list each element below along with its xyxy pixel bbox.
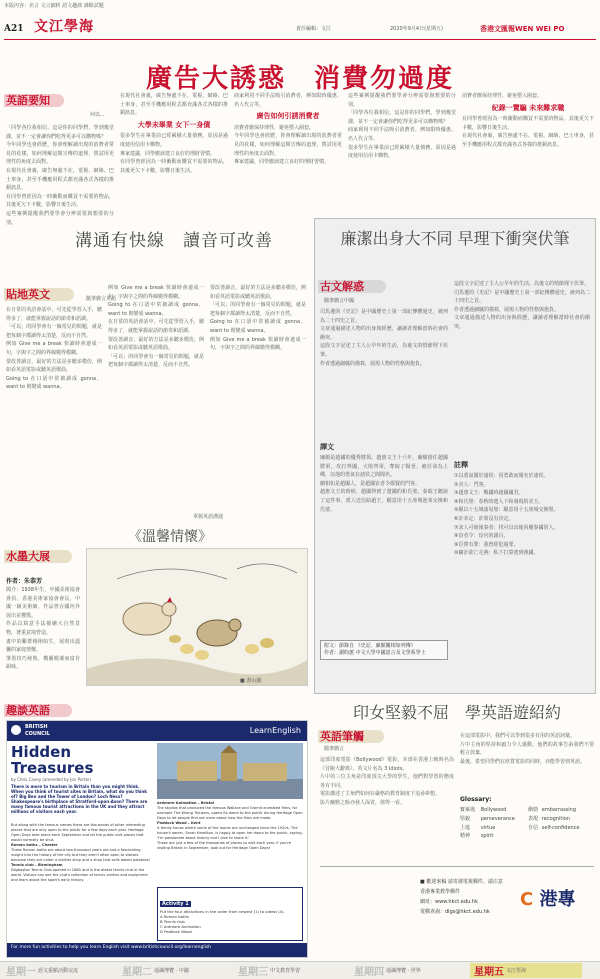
hkct-box: [320, 866, 594, 954]
paper-name: 香港文匯報WEN WEI PO: [480, 25, 565, 33]
translation-label: 譯文: [320, 443, 334, 451]
ink-title: 《溫馨情懷》: [128, 529, 212, 545]
sayings-column-head: [4, 286, 84, 302]
sayings-col-2: 例如 Give me a break 快讀時會連成一句，字與字之間的界線變得模糊。 Going to 在口語中常被讀成 gonna，want to 則變成 wanna。 在日常的英語會話中，可先從學習入手，聽得多了，就能掌握說話的節奏和語調。 要改善讀音，最好的方法是多聽多模仿，例如看英語電影或聽英語歌曲。 「可以」的同學會有一個常見的問題，就是把每個字都讀得太清楚，反而不自然。: [108, 285, 204, 369]
bc-logo-bottom: COUNCIL: [25, 731, 50, 737]
lead-byline: 何以...: [90, 112, 105, 118]
bc-body-left: But along with the famous names there are thousands of other interesting places that are only open to the public for a few days each year. Heritage Open Days take place each September and let the public visit places that would normally be shut. Roman baths – Chester These Roman baths are about two thousand years old and a fascinating insight into the history of the city but they aren't often open to visitors because they are under a clothes shop and a shop that sells baked potatoes! Tennis club – Birmingham Edgbaston Tennis Club opened in 1860 and is the oldest tennis club in the world. Visitors can see the club's collection of tennis clothes and equipment and learn about the sport's early history.: [11, 823, 151, 882]
footer-bar: [0, 961, 600, 979]
glossary-row: 上進 virtue 自信 self-confidence: [460, 824, 580, 831]
bc-body-right: Ardmore Animation – Bristol The studios that produced the famous Wallace and Gromit animated films, for example The Wrong Trousers, opens its doors to the public during Heritage Open Days to let people find out more about how the films are made. Paddock Wood – Kent A family house where some of the rooms are unchanged since the 1920s. The house's owner, Sarah Hamilton, is happy to open her doors to the public, saying, 'I'm passionate about history and I love to share it.' These are just a few of the thousands of places to visit each year. If you're visiting Britain in September, look out for Heritage Open Days!: [157, 801, 303, 850]
masthead: [4, 14, 596, 40]
footer-day-mon[interactable]: 星期一 語文重點活動交流: [6, 967, 79, 978]
englishpen-column-head: [318, 728, 398, 744]
lead-column-title: 英語要知: [6, 94, 50, 107]
notes-label: 註釋: [454, 461, 468, 469]
lead-col-5: 消費者應保持理性，避免墮入圈套。 紀錄一覽騙 未來難求職 有同學曾經因為一時衝動而購買不需要的物品，其後更欠下卡數，影響日後生活。 在現代社會裏，廣告無處不在，電視、網絡、巴士車身，甚至手機應用程式都充滿各式各樣的推銷訊息。: [462, 93, 594, 148]
building-photo-image: [157, 743, 303, 799]
lead-col-3: 商家利用不同手法吸引消費者，例如限時優惠、名人代言等。 廣告如何引誘消費者 消費者應保持理性，避免墮入圈套。 今年同學也會經歷，你會理解讀出現的消費者常見的花樣，如何理解這類宣傳的道理，嘗試用更理性的角度去面對。 專家建議，同學應該建立良好的理財習慣。: [234, 93, 342, 166]
editor-credit: 責任編輯：文江: [296, 26, 332, 32]
lead-col-4: 這些案例提醒我們要學會分辨需要與想要的分別。 「同學各位我相信，這是你的同學們，學到幾堂課，並不一定會讓你們吃得更多可以購物嗎？ 商家利用不同手法吸引消費者，例如限時優惠、名人代言等。 很多學生在畢業前已經累積大量債務，原因是過度使用信用卡購物。: [348, 93, 456, 160]
bc-panel: [6, 720, 308, 958]
englishpen-column-title: 英語筆觸: [320, 730, 364, 743]
classics-appendix: 附文：節錄自 《史記．廉頗藺相如列傳》 作者：謝昀蕙 中文大學中國語言及文學系學士: [320, 640, 448, 660]
lead-col-2: 在現代社會裏，廣告無處不在，電視、網絡、巴士車身，甚至手機應用程式都充滿各式各樣的推銷訊息。 大學未畢業 女下一身債 很多學生在畢業前已經累積大量債務，原因是過度使用信用卡購物。 專家建議，同學應該建立良好的理財習慣。 有同學曾經因為一時衝動而購買不需要的物品，其後更欠下卡數，影響日後生活。: [120, 93, 228, 174]
bc-more-link[interactable]: For more fun activities to help you learn English visit www.britishcouncil.org/learnenglish: [7, 943, 308, 958]
hkct-contact-3[interactable]: 網址：www.hkct.edu.hk: [420, 899, 478, 905]
footer-day-fri[interactable]: 星期五 文江學海: [470, 963, 582, 978]
classics-column-title: 古文解惑: [320, 280, 364, 293]
hkct-contact-1: ■ 歡迎來稿 請寄港電視郵件，請注意: [420, 879, 503, 885]
ink-caption: ■ 書山圖: [240, 678, 262, 684]
sayings-byline: 隨筆戲言英語: [86, 296, 117, 302]
issue-date: 2020年9月4日(星期五): [390, 26, 443, 32]
bc-logo-top: BRITISH: [25, 724, 48, 730]
ink-painting: [86, 548, 308, 686]
glossary-row: 精神 spirit: [460, 833, 494, 840]
bc-intro: There is more to tourism in Britain than you might think. When you think of tourist sites in Britain, what do you think of? Big Ben and the Tower of London? Loch Ness? Shakespeare's birthplace at Stratford-upon-Avon? There are many famous tourist attractions in the UK and they attract millions of visitors each year.: [11, 784, 148, 814]
bc-activity-item: B Tennis club: [160, 919, 185, 924]
lead-subhead-3: 紀錄一覽騙 未來難求職: [491, 103, 565, 112]
classics-byline: 隨筆戲言中國: [324, 298, 355, 304]
ink-author: 作者：朱恭芳: [6, 578, 43, 585]
lead-subhead-1: 大學未畢業 女下一身債: [137, 120, 211, 129]
bc-activity-item: C Ardmore Animation: [160, 924, 201, 929]
sayings-col-1: 在日常的英語會話中，可先從學習入手，聽得多了，就能掌握說話的節奏和語調。 「可以」的同學會有一個常見的問題，就是把每個字都讀得太清楚，反而不自然。 例如 Give me a break 快讀時會連成一句，字與字之間的界線變得模糊。 要改善讀音，最好的方法是多聽多模仿，例如看英語電影或聽英語歌曲。 Going to 在口語中常被讀成 gonna，want to 則變成 wanna。: [6, 307, 102, 391]
ink-column-title: 水墨大展: [6, 550, 50, 563]
classics-col-2: 這段文字記述了主人公早年的生活，為後文的情節埋下伏筆。 司馬遷的《史記》是中國歷史上第一部紀傳體通史，被列為二十四史之首。 作者透過細膩的描寫，展現人物的性格與抱負。 文章通過描述人物的出身與經歷，讓讀者理解當時社會的衝突。: [454, 281, 590, 330]
glossary-row: 堅毅 perseverance 表現 recognition: [460, 815, 570, 822]
bc-author: by Chris Cavey (amended by Jon Porter): [11, 777, 92, 782]
footer-day-tue[interactable]: 星期二 通識博覽 · 中國: [122, 967, 189, 978]
bc-column-head: [4, 702, 84, 718]
sayings-tag: 掌握英語溝通: [192, 514, 223, 520]
sayings-col-3: 要改善讀音，最好的方法是多聽多模仿，例如看英語電影或聽英語歌曲。 「可以」的同學會有一個常見的問題，就是把每個字都讀得太清楚，反而不自然。 Going to 在口語中常被讀成 gonna，want to 則變成 wanna。 例如 Give me a break 快讀時會連成一句，字與字之間的界線變得模糊。: [210, 285, 306, 352]
bc-column-title: 趣談英語: [6, 704, 50, 717]
englishpen-title: 印女堅毅不屈 學英語遊紹約: [352, 703, 561, 722]
classics-column-head: [318, 278, 398, 294]
englishpen-byline: 隨筆戲言: [324, 746, 345, 752]
lead-column-head: [4, 92, 74, 108]
chicken-painting-image: [87, 549, 308, 686]
classics-col-1: 司馬遷的《史記》是中國歷史上第一部紀傳體通史，被列為二十四史之首。 文章通過描述人物的出身與經歷，讓讀者理解當時社會的衝突。 這段文字記述了主人公早年的生活，為後文的情節埋下伏筆。 作者透過細膩的描寫，展現人物的性格與抱負。: [320, 309, 448, 367]
hkct-c-icon: C: [520, 889, 534, 910]
hkct-contact-2: 香港專業教學郵件: [420, 889, 461, 895]
glossary-row: 寶萊塢 Bollywood 衝勁 embarrassing: [460, 807, 577, 813]
englishpen-col-1: 這部印度電影《Bollywood》電影，本部在香港上映時名為《冒險大辭典》，英文片名為 3 Idiots。 片中的三位主角是印度頂尖大學的學生，他們對學習的態度各有不同。 電影講述了主角們如何在嚴格的教育制度下追尋夢想。 影片幽默之餘亦發人深省，值得一看。: [320, 757, 454, 806]
lead-title: 廣告大誘惑 消費勿過度: [145, 64, 454, 94]
notes-list: ①以勇氣聞於諸侯：因勇敢而聞名於諸侯。 ②舍人：門客。 ③趙惠文王：戰國時趙國國君。 ④和氏璧：春秋時楚人卞和發現的美玉。 ⑤願以十五城請易璧：願意用十五座城交換璧。 ⑥計未定：計策沒有決定。 ⑦求人可使報秦者：找可以出使回覆秦國的人。 ⑧宦者令：宦官的頭目。 ⑨臣嘗有罪：我曾經犯過罪。 ⑩竊計欲亡走燕：私下打算逃到燕國。: [454, 473, 559, 557]
sayings-column-title: 貼地英文: [6, 288, 50, 301]
bc-photo: [157, 743, 303, 799]
glossary-table: [460, 806, 594, 841]
bc-banner: [7, 721, 308, 741]
footer-day-wed[interactable]: 星期三 中文教育學習: [238, 967, 301, 978]
section-brand: 文江學海: [34, 19, 94, 35]
lead-subhead-2: 廣告如何引誘消費者: [256, 112, 320, 121]
bc-title-2: Treasures: [11, 759, 94, 777]
glossary-label: Glossary:: [460, 796, 492, 803]
header-contents: 本版內容：名言 文言細析 語文趣談 課餘試題: [4, 3, 104, 9]
footer-day-thu[interactable]: 星期四 通識博覽 · 世界: [354, 967, 421, 978]
bc-logo-icon: [11, 725, 21, 735]
translation-text: 廉頗是趙國的優秀將領。趙惠文王十六年，廉頗擔任趙國將軍，攻打齊國，大敗齊軍，奪取了陽晉，被任命為上卿，以他的勇氣在諸侯之間聞名。 藺相如是趙國人，是趙國宦者令繆賢的門客。 趙惠文王的時候，趙國得到了楚國的和氏璧。秦昭王聽說了這件事，派人送信給趙王，願意用十五座城池來交換和氏璧。: [320, 455, 448, 513]
page-number: A21: [4, 24, 24, 34]
bc-activity-question: Put the four attractions in the order from newest (1) to oldest (4).: [160, 909, 285, 914]
bc-title-1: Hidden: [11, 743, 72, 761]
hkct-logo: C 港專: [520, 889, 576, 910]
bc-activity-item: A Roman baths: [160, 914, 189, 919]
bc-learnenglish: LearnEnglish: [249, 726, 301, 735]
bc-activity-item: D Paddock Wood: [160, 929, 192, 934]
classics-title: 廉潔出身大不同 早理下衝突伏筆: [340, 229, 570, 248]
bc-activity: [157, 887, 303, 941]
ink-intro: 簡介：1938年生，中國美術協會會員，香港美術家協會會長，中國一級美術師，作品曾在國內外展出並獲獎。 作品以寫意手法描繪大自然景物，著重意境營造。 畫中的雞群栩栩如生，展現出溫馨的家庭情懷。 筆墨技巧純熟，構圖簡潔而富有韻味。: [6, 587, 80, 671]
hkct-contact-4[interactable]: 電郵查詢：dlgs@hkct.edu.hk: [420, 909, 490, 915]
bc-activity-title: Activity 1: [162, 901, 189, 907]
lead-col-1: 「同學各位我相信，這是你的同學們，學到幾堂課，並不一定會讓你們吃得更多可以購物嗎？ 今年同學也會經歷，你會理解讀出現的消費者常見的花樣，如何理解這類宣傳的道理，嘗試用更理性的角度去面對。 在現代社會裏，廣告無處不在，電視、網絡、巴士車身，甚至手機應用程式都充滿各式各樣的推銷訊息。 有同學曾經因為一時衝動而購買不需要的物品，其後更欠下卡數，影響日後生活。 這些案例提醒我們要學會分辨需要與想要的分別。: [6, 125, 114, 226]
sayings-title: 溝通有快線 讀音可改善: [75, 231, 273, 251]
englishpen-col-2: 在這部電影中，我們可以學到很多有用的英語詞彙。 片中主角的堅持和毅力令人感動，他們的故事告訴我們不要輕言放棄。 最後，希望同學們在欣賞電影的同時，亦能學習到英語。: [460, 733, 594, 765]
ink-column-head: [4, 548, 84, 564]
